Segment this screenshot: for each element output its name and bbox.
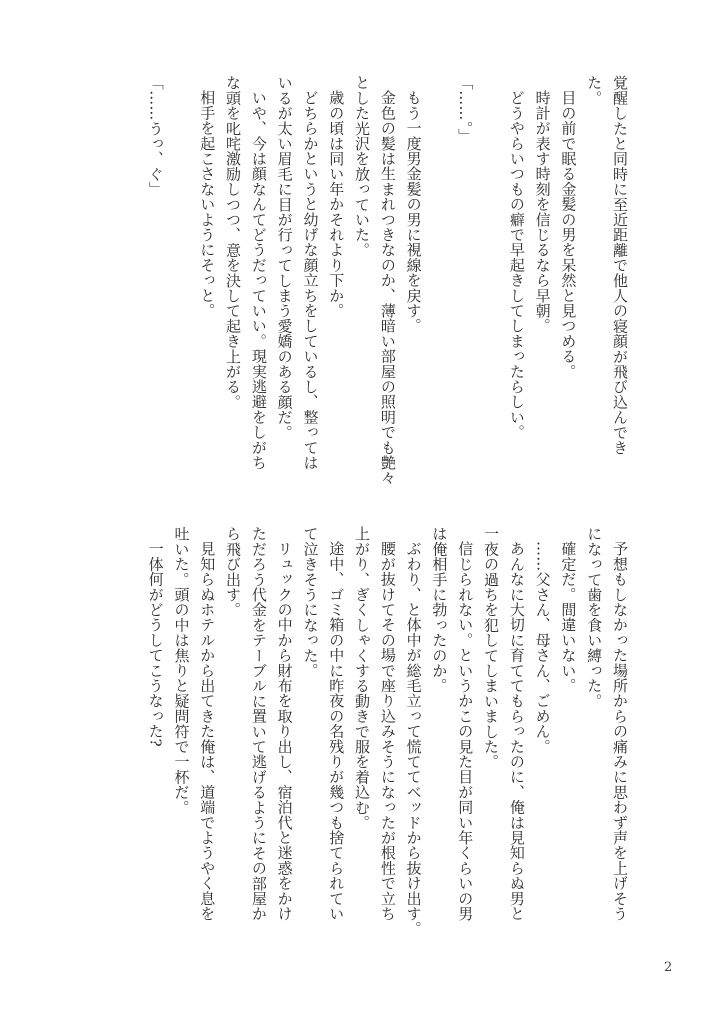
dialogue-line: 「……。」 — [456, 75, 475, 144]
text-line: 時計が表す時刻を信じるなら早朝。 — [533, 90, 552, 334]
text-line: 信じられない。というかこの見た目が同い年くらいの男 — [456, 541, 475, 921]
text-line: 上がり、ぎくしゃくする動きで服を着込む。 — [353, 526, 372, 830]
text-line: 覚醒したと同時に至近距離で他人の寝顔が飛び込んでき — [611, 75, 629, 455]
text-line: 吐いた。頭の中は焦りと疑問符で一杯だ。 — [172, 526, 191, 815]
text-line: 途中、ゴミ箱の中に昨夜の名残りが幾つも捨てられてい — [327, 541, 346, 921]
text-line: ぶわり、と体中が総毛立って慌ててベッドから抜け出す。 — [404, 541, 423, 937]
text-block-top — [142, 75, 632, 486]
text-line: な頭を叱咤激励しつつ、意を決して起き上がる。 — [224, 75, 243, 410]
page-number: 2 — [664, 960, 673, 975]
text-line: 予想もしなかった場所からの痛みに思わず声を上げそう — [611, 541, 629, 921]
text-line: あんなに大切に育ててもらったのに、俺は見知らぬ男と — [507, 541, 526, 921]
text-line: 歳の頃は同い年かそれより下か。 — [327, 90, 346, 318]
dialogue-line: 「……うっ、ぐ」 — [146, 75, 165, 197]
text-line: どちらかというと幼げな顔立ちをしているし、整っては — [301, 90, 320, 470]
blank-line — [477, 75, 503, 475]
text-block-bottom — [142, 526, 632, 937]
text-line: もう一度男金髪の男に視線を戻す。 — [404, 90, 423, 334]
text-line: 金色の髪は生まれつきなのか、薄暗い部屋の照明でも艶々 — [378, 90, 397, 486]
text-line: になって歯を食い縛った。 — [585, 526, 604, 709]
text-line: いるが太い眉毛に目が行ってしまう愛嬌のある顔だ。 — [275, 75, 294, 440]
text-line: 相手を起こさないようにそっと。 — [198, 90, 217, 318]
text-line: て泣きそうになった。 — [301, 526, 320, 678]
text-line: ら飛び出す。 — [224, 526, 243, 618]
text-line: ……父さん、母さん、ごめん。 — [533, 541, 552, 754]
text-line: 腰が抜けてその場で座り込みそうになったが根性で立ち — [378, 541, 397, 921]
text-line: た。 — [585, 75, 604, 106]
blank-line — [168, 75, 194, 475]
text-line: は俺相手に勃ったのか。 — [430, 526, 449, 694]
text-line: どうやらいつもの癖で早起きしてしまったらしい。 — [507, 90, 526, 440]
text-line: リュックの中から財布を取り出し、宿泊代と迷惑をかけ — [275, 541, 294, 921]
text-line: 一夜の過ちを犯してしまいました。 — [482, 526, 501, 770]
text-line: 一体何がどうしてこうなった? — [146, 541, 165, 747]
blank-line — [426, 75, 452, 475]
text-line: いや、今は顔なんてどうだっていい。現実逃避をしがち — [249, 90, 268, 470]
text-line: 確定だ。間違いない。 — [559, 541, 578, 693]
text-line: 見知らぬホテルから出てきた俺は、道端でようやく息を — [198, 541, 217, 921]
text-line: ただろう代金をテーブルに置いて逃げるようにその部屋か — [249, 526, 268, 922]
text-line: 目の前で眠る金髪の男を呆然と見つめる。 — [559, 90, 578, 379]
text-line: とした光沢を放っていた。 — [353, 75, 372, 258]
